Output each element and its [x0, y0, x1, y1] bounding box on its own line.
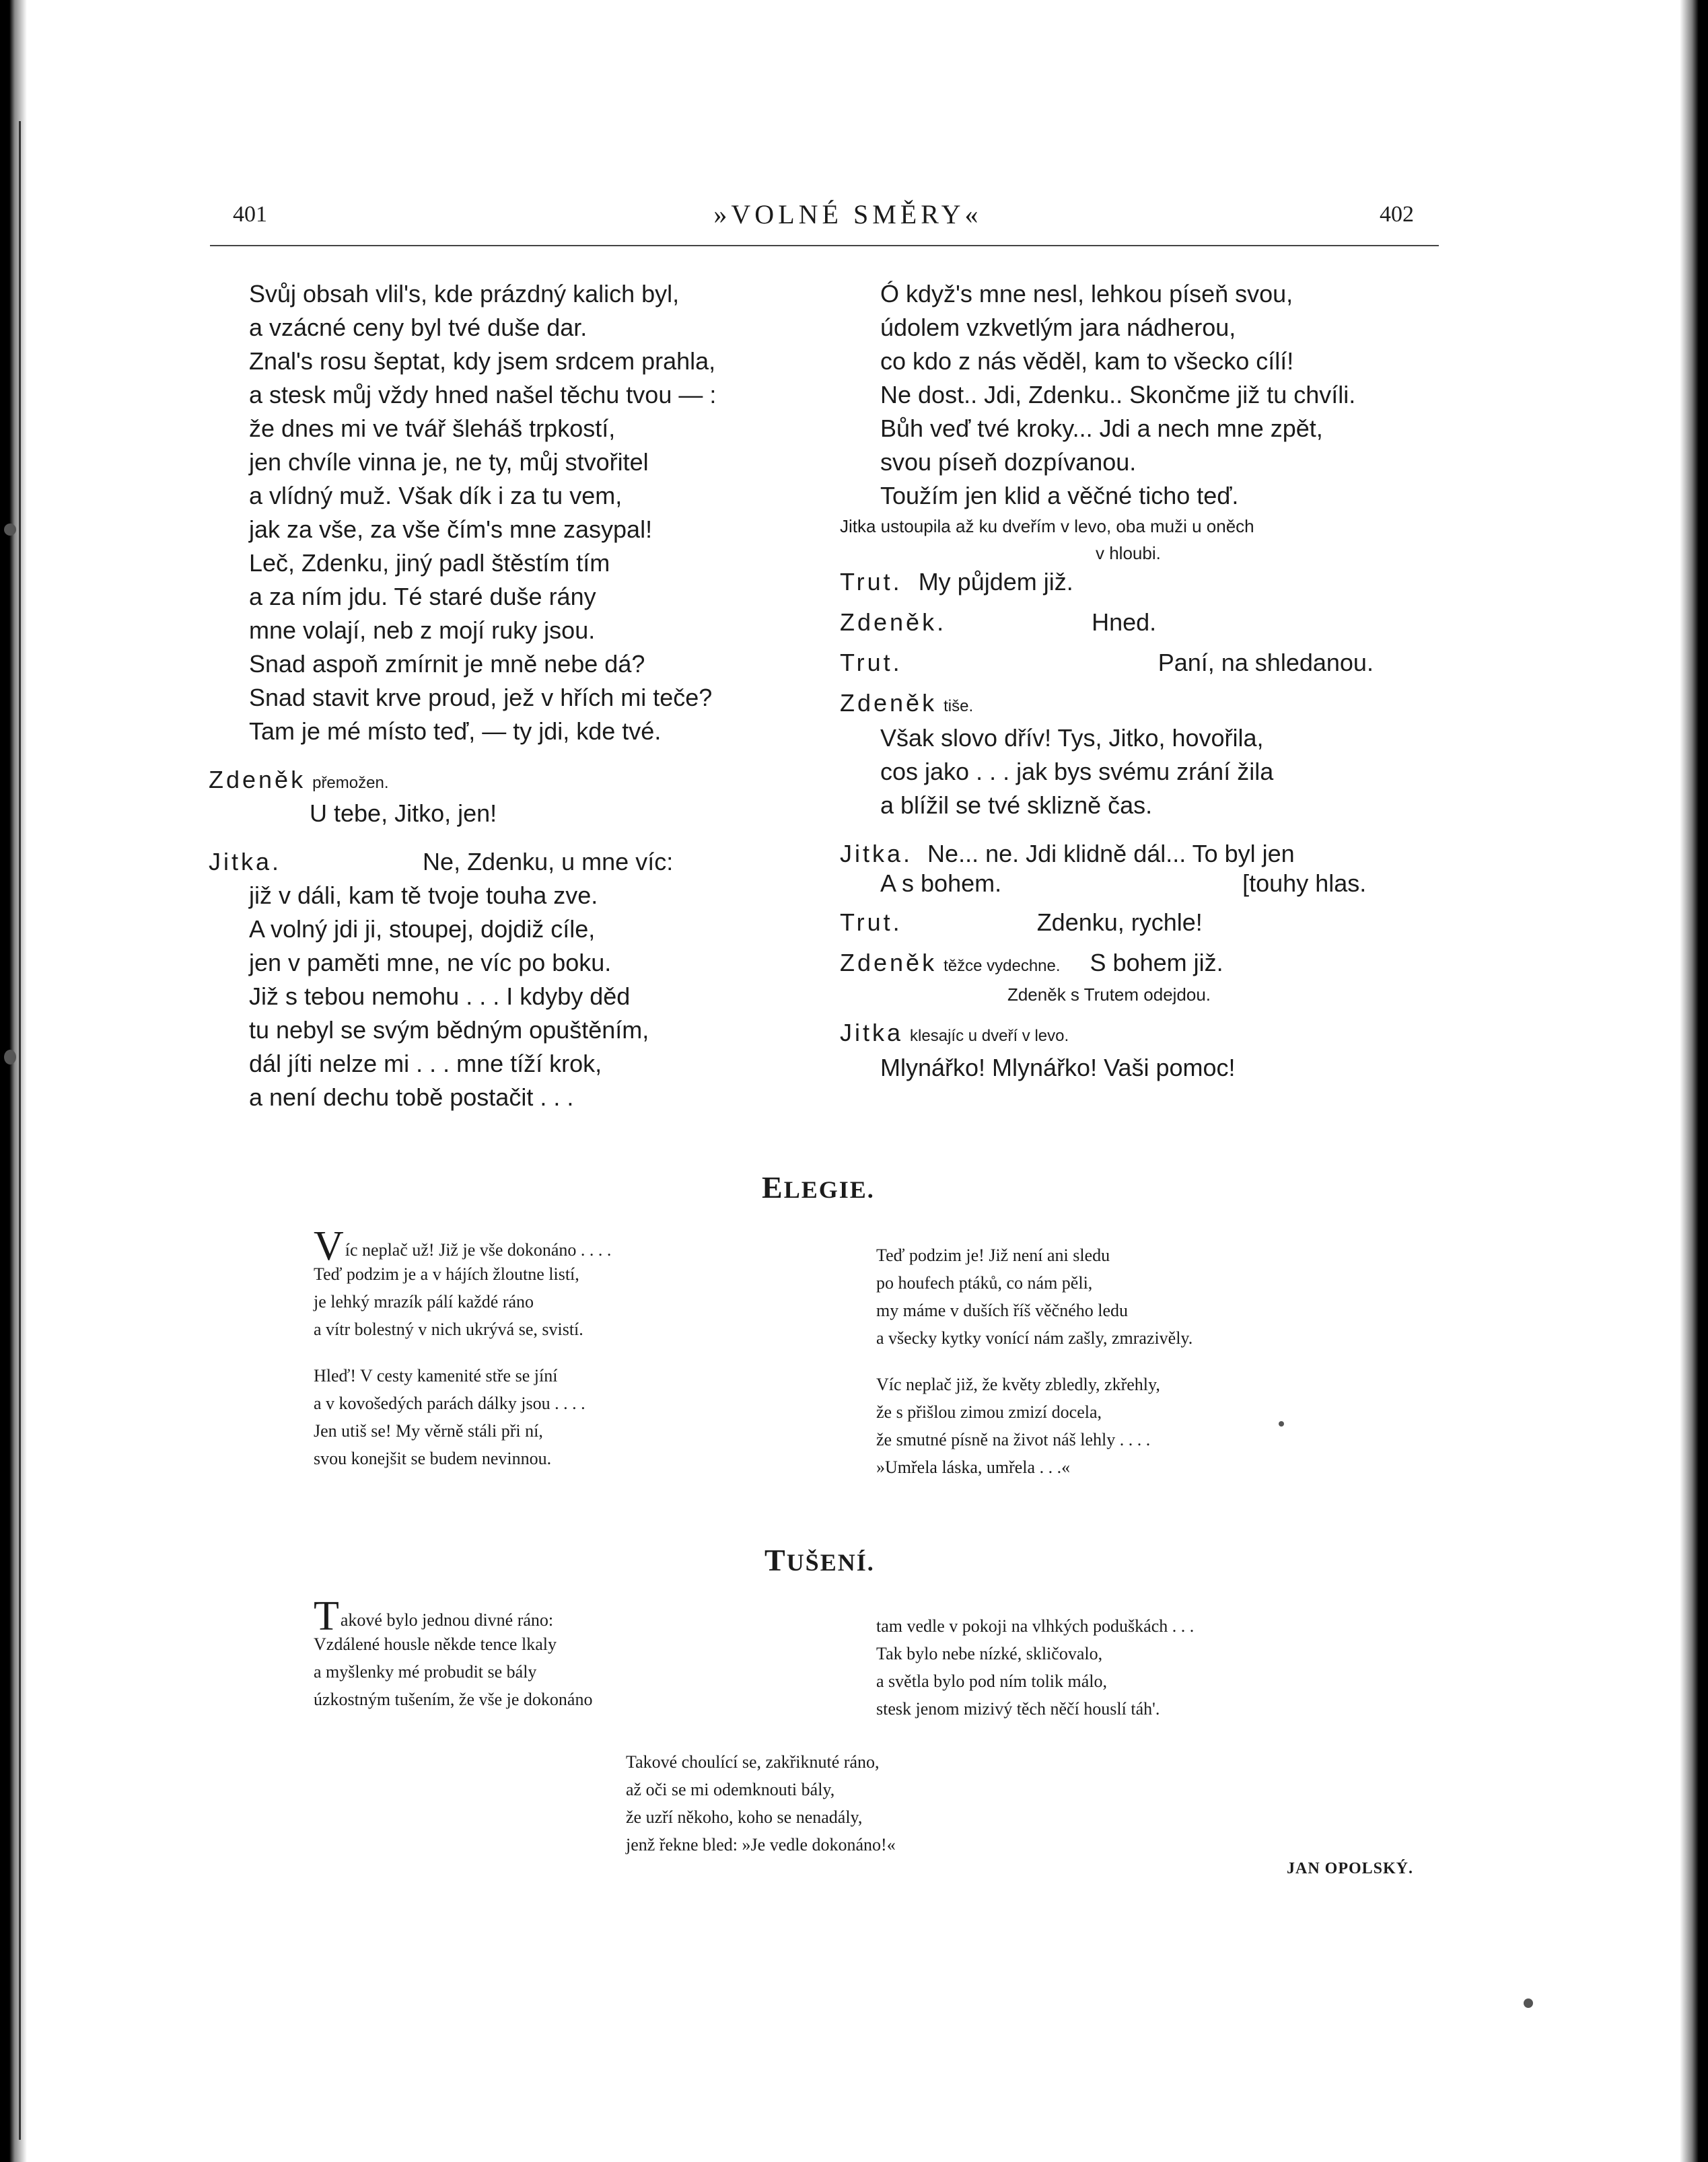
verse-line: A volný jdi ji, stoupej, dojdiž cíle,	[249, 915, 596, 943]
speaker-line	[840, 1017, 1446, 1051]
right-binding-edge	[1680, 0, 1708, 2162]
verse-line: Teď podzim je! Již není ani sledu	[876, 1246, 1110, 1265]
verse-line: a není dechu tobě postačit . . .	[249, 1083, 574, 1111]
verse-line: a myšlenky mé probudit se bály	[314, 1662, 537, 1682]
verse-line: Snad aspoň zmírnit je mně nebe dá?	[249, 650, 645, 678]
speaker-name: Jitka.	[209, 848, 282, 875]
drama-right-column	[840, 277, 1446, 1085]
verse-line: [touhy hlas.	[1242, 869, 1367, 897]
speaker-line	[840, 907, 1446, 941]
verse-line: jen v paměti mne, ne víc po boku.	[249, 949, 612, 976]
verse-line: po houfech ptáků, co nám pěli,	[876, 1273, 1093, 1293]
author-signature: JAN OPOLSKÝ.	[1287, 1860, 1414, 1877]
verse-line	[314, 1593, 771, 1639]
title-initial: T	[764, 1543, 787, 1577]
verse-line: Znal's rosu šeptat, kdy jsem srdcem prahla,	[249, 347, 716, 375]
elegie-title	[762, 1169, 875, 1205]
stage-direction: tiše.	[944, 697, 974, 715]
verse-text: íc neplač už! Již je vše dokonáno . . . .	[345, 1240, 612, 1260]
verse-line: U tebe, Jitko, jen!	[310, 799, 497, 827]
verse-line: a světla bylo pod ním tolik málo,	[876, 1671, 1108, 1691]
stage-direction: Zdeněk s Trutem odejdou.	[1007, 984, 1211, 1005]
verse-line: dál jíti nelze mi . . . mne tíží krok,	[249, 1050, 602, 1077]
speaker-name: Jitka	[840, 1019, 904, 1046]
elegie-left-column	[314, 1223, 771, 1472]
verse-line: tu nebyl se svým bědným opuštěním,	[249, 1016, 649, 1044]
verse-line: svou píseň dozpívanou.	[880, 448, 1137, 476]
speaker-name: Jitka.	[840, 840, 913, 867]
verse-line: již v dáli, kam tě tvoje touha zve.	[249, 881, 598, 909]
verse-line: a blížil se tvé sklizně čas.	[880, 791, 1153, 819]
verse-line: Ne... ne. Jdi klidně dál... To byl jen	[927, 840, 1295, 867]
speaker-line	[209, 763, 821, 797]
verse-line: Paní, na shledanou.	[1158, 649, 1374, 676]
drop-cap: V	[314, 1223, 344, 1269]
speaker-name: Zdeněk	[840, 689, 937, 717]
verse-line: stesk jenom mizivý těch něčí houslí táh'.	[876, 1699, 1160, 1719]
verse-line: že smutné písně na život náš lehly . . . .	[876, 1430, 1151, 1449]
ink-smudge	[4, 524, 16, 536]
verse-line: Hleď! V cesty kamenité stře se jíní	[314, 1366, 558, 1385]
verse-line: a stesk můj vždy hned našel těchu tvou — :	[249, 381, 717, 408]
verse-line: a všecky kytky vonící nám zašly, zmrazivěly.	[876, 1328, 1193, 1348]
speaker-line	[840, 837, 1446, 871]
verse-line: Vzdálené housle někde tence lkaly	[314, 1634, 557, 1654]
verse-line: Toužím jen klid a věčné ticho teď.	[880, 482, 1239, 509]
left-binding-edge	[0, 0, 27, 2162]
verse-line: a vlídný muž. Však dík i za tu vem,	[249, 482, 622, 509]
verse-line-split	[840, 867, 1446, 900]
verse-line: že uzří někoho, koho se nenadály,	[626, 1807, 863, 1827]
stage-direction: přemožen.	[312, 774, 389, 792]
verse-line: Již s tebou nemohu . . . I kdyby děd	[249, 982, 631, 1010]
ink-smudge	[1524, 1998, 1533, 2008]
tuseni-final-stanza	[626, 1748, 1097, 1859]
verse-line: mne volají, neb z mojí ruky jsou.	[249, 616, 596, 644]
tuseni-title	[764, 1542, 875, 1578]
stage-direction: Jitka ustoupila až ku dveřím v levo, oba muži u oněch	[840, 516, 1254, 536]
verse-line: Víc neplač již, že květy zbledly, zkřehly,	[876, 1375, 1160, 1394]
verse-line: a vítr bolestný v nich ukrývá se, svistí.	[314, 1320, 583, 1339]
verse-line: cos jako . . . jak bys svému zrání žila	[880, 758, 1274, 785]
stage-direction: klesajíc u dveří v levo.	[910, 1027, 1069, 1045]
verse-line: Bůh veď tvé kroky... Jdi a nech mne zpět,	[880, 415, 1323, 442]
header-rule	[210, 245, 1439, 246]
verse-line: až oči se mi odemknouti bály,	[626, 1780, 835, 1799]
verse-line: že dnes mi ve tvář šleháš trpkostí,	[249, 415, 616, 442]
verse-line: Snad stavit krve proud, jež v hřích mi teče?	[249, 684, 713, 711]
verse-line: Zdenku, rychle!	[1036, 908, 1203, 936]
speaker-name: Trut.	[840, 649, 902, 676]
verse-line: jak za vše, za vše čím's mne zasypal!	[249, 515, 653, 543]
ink-smudge	[4, 1050, 16, 1065]
verse-line: svou konejšit se budem nevinnou.	[314, 1449, 552, 1468]
verse-line: jenž řekne bled: »Je vedle dokonáno!«	[626, 1835, 896, 1854]
verse-line: Takové choulící se, zakřiknuté ráno,	[626, 1752, 880, 1772]
stage-direction: těžce vydechne.	[944, 957, 1061, 975]
journal-title: »VOLNÉ SMĚRY«	[713, 199, 983, 229]
verse-line: Mlynářko! Mlynářko! Vaši pomoc!	[880, 1054, 1236, 1081]
verse-line: Ne, Zdenku, u mne víc:	[423, 848, 674, 875]
elegie-stanza-4	[876, 1371, 1388, 1481]
verse-line: my máme v duších říš věčného ledu	[876, 1301, 1129, 1320]
verse-line: Svůj obsah vlil's, kde prázdný kalich byl,	[249, 280, 680, 308]
verse-line: že s přišlou zimou zmizí docela,	[876, 1402, 1102, 1422]
verse-line: Ó když's mne nesl, lehkou píseň svou,	[880, 280, 1293, 308]
verse-line: Jen utiš se! My věrně stáli při ní,	[314, 1421, 543, 1441]
tuseni-right-column	[876, 1612, 1388, 1723]
speaker-line	[840, 947, 1446, 981]
verse-line: úzkostným tušením, že vše je dokonáno	[314, 1690, 593, 1709]
speaker-name: Zdeněk	[209, 766, 306, 793]
verse-line: Hned.	[1092, 608, 1157, 636]
speaker-name: Zdeněk.	[840, 608, 947, 636]
title-rest: LEGIE.	[783, 1176, 875, 1203]
verse-line: Tak bylo nebe nízké, skličovalo,	[876, 1644, 1103, 1663]
verse-line: a v kovošedých parách dálky jsou . . . .	[314, 1394, 585, 1413]
verse-line: Tam je mé místo teď, — ty jdi, kde tvé.	[249, 717, 662, 745]
speaker-line	[840, 607, 1446, 641]
left-margin-line	[19, 121, 21, 2140]
speaker-line	[840, 567, 1446, 600]
verse-line: Teď podzim je a v hájích žloutne listí,	[314, 1264, 579, 1284]
verse-line: S bohem již.	[1090, 949, 1223, 976]
speaker-name: Trut.	[840, 568, 902, 596]
stage-direction: v hloubi.	[1096, 543, 1161, 563]
speaker-line	[840, 647, 1446, 681]
left-page-number: 401	[233, 202, 267, 227]
verse-line: Však slovo dřív! Tys, Jitko, hovořila,	[880, 724, 1264, 752]
verse-line: a vzácné ceny byl tvé duše dar.	[249, 314, 588, 341]
speaker-name: Trut.	[840, 908, 902, 936]
verse-line: co kdo z nás věděl, kam to všecko cílí!	[880, 347, 1294, 375]
verse-line: jen chvíle vinna je, ne ty, můj stvořitel	[249, 448, 649, 476]
drop-cap: T	[314, 1593, 339, 1639]
speaker-line	[840, 688, 1446, 721]
verse-text: akové bylo jednou divné ráno:	[340, 1610, 554, 1630]
verse-line: Leč, Zdenku, jiný padl štěstím tím	[249, 549, 610, 577]
verse-line: tam vedle v pokoji na vlhkých poduškách . . .	[876, 1616, 1195, 1636]
tuseni-left-column	[314, 1593, 771, 1713]
title-initial: E	[762, 1170, 784, 1204]
verse-line: údolem vzkvetlým jara nádherou,	[880, 314, 1236, 341]
title-rest: UŠENÍ.	[786, 1549, 875, 1576]
drama-left-column	[209, 277, 821, 1114]
verse-line: Ne dost.. Jdi, Zdenku.. Skončme již tu chvíli.	[880, 381, 1356, 408]
verse-line: a za ním jdu. Té staré duše rány	[249, 583, 596, 610]
verse-line: je lehký mrazík pálí každé ráno	[314, 1292, 534, 1311]
verse-line: »Umřela láska, umřela . . .«	[876, 1457, 1071, 1477]
verse-line: A s bohem.	[880, 869, 1002, 897]
elegie-right-column	[876, 1241, 1388, 1481]
speaker-line	[209, 845, 821, 879]
elegie-stanza-1	[314, 1223, 771, 1343]
right-page-number: 402	[1380, 202, 1414, 227]
elegie-stanza-2	[314, 1362, 771, 1472]
elegie-stanza-3	[876, 1241, 1388, 1352]
verse-line	[314, 1223, 771, 1269]
speaker-name: Zdeněk	[840, 949, 937, 976]
jitka-speech-stanza	[209, 277, 821, 748]
verse-line: My půjdem již.	[918, 568, 1073, 596]
